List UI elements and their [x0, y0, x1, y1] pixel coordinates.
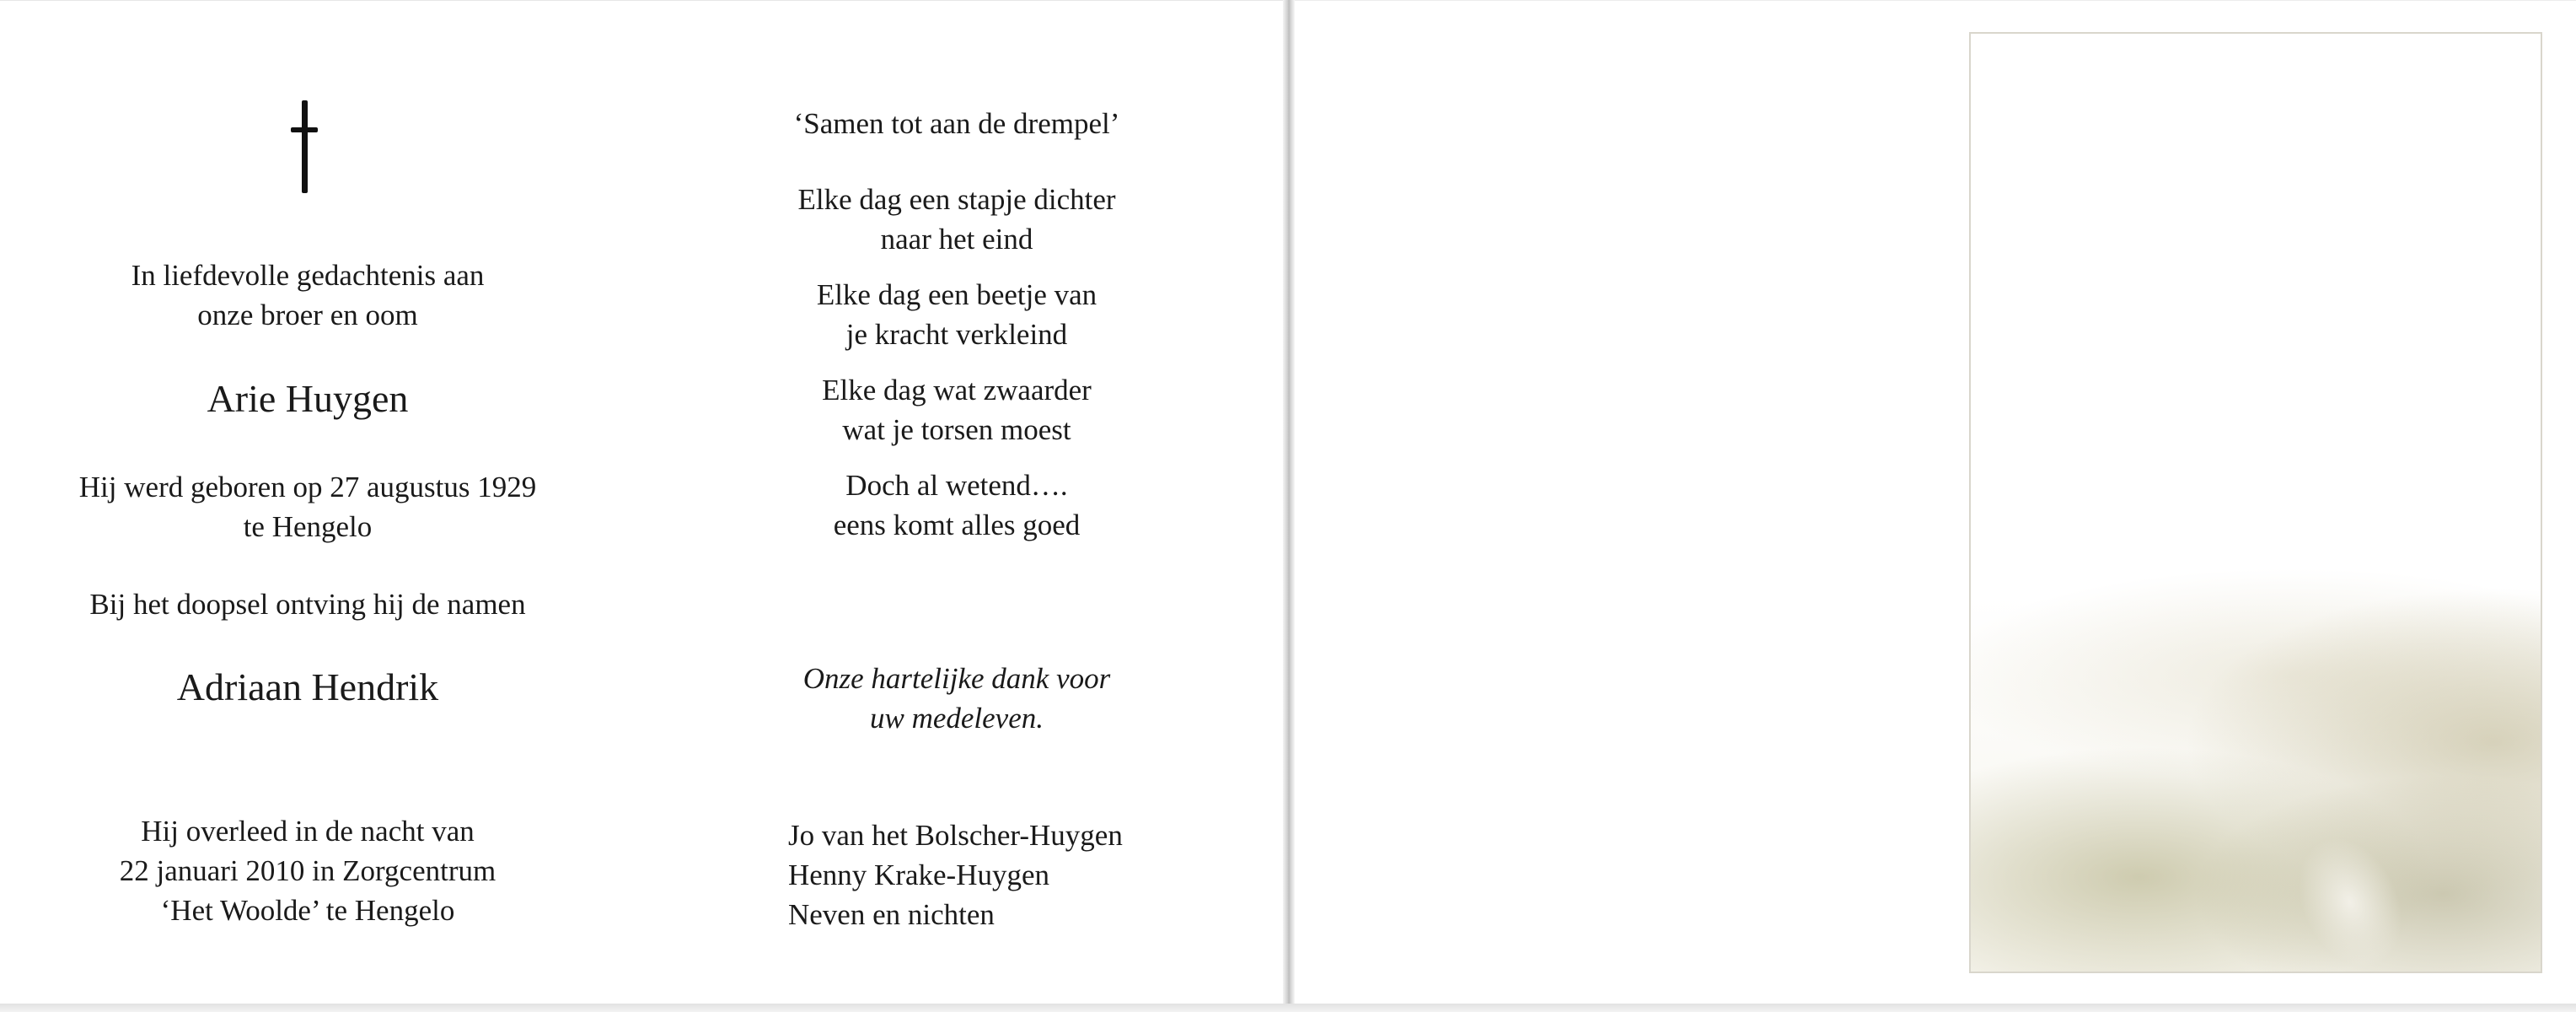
poem-line: Elke dag een beetje van [816, 278, 1097, 311]
thanks-text [683, 659, 1231, 738]
card-bottom-edge [0, 1004, 2576, 1012]
poem-title: ‘Samen tot aan de drempel’ [793, 107, 1120, 140]
landscape-photo [1969, 32, 2542, 973]
family-list [788, 816, 1260, 934]
intro-line: onze broer en oom [197, 299, 418, 331]
poem-stanza [683, 275, 1231, 354]
card-fold [1283, 0, 1295, 1012]
poem-stanza [683, 370, 1231, 449]
poem-line: je kracht verkleind [845, 318, 1068, 351]
poem-line: wat je torsen moest [842, 413, 1071, 446]
poem-stanza [683, 180, 1231, 259]
baptism-name: Adriaan Hendrik [176, 665, 439, 708]
thanks-line: Onze hartelijke dank voor [802, 662, 1111, 695]
poem-line: Elke dag een stapje dichter [797, 183, 1116, 216]
intro-text [34, 256, 582, 335]
poem-line: naar het eind [880, 223, 1033, 256]
birth-line: te Hengelo [243, 510, 373, 543]
birth-line: Hij werd geboren op 27 augustus 1929 [78, 471, 537, 503]
misty-landscape-image [1971, 34, 2541, 972]
deceased-name: Arie Huygen [207, 377, 409, 420]
family-member: Henny Krake-Huygen [788, 859, 1050, 891]
family-member: Jo van het Bolscher-Huygen [788, 819, 1123, 852]
poem-stanza [683, 466, 1231, 545]
death-line: ‘Het Woolde’ te Hengelo [160, 894, 455, 927]
baptism-text: Bij het doopsel ontving hij de namen [89, 588, 526, 621]
death-line: 22 januari 2010 in Zorgcentrum [119, 854, 496, 887]
death-line: Hij overleed in de nacht van [141, 815, 475, 848]
poem-line: Doch al wetend…. [845, 469, 1068, 502]
poem-line: Elke dag wat zwaarder [822, 374, 1092, 406]
birth-text [34, 467, 582, 546]
intro-line: In liefdevolle gedachtenis aan [131, 259, 485, 292]
family-member: Neven en nichten [788, 898, 995, 931]
poem-line: eens komt alles goed [833, 509, 1081, 541]
inner-left-page [0, 0, 1286, 1006]
death-text [34, 811, 582, 930]
thanks-line: uw medeleven. [869, 702, 1044, 735]
cross-icon [291, 100, 318, 193]
